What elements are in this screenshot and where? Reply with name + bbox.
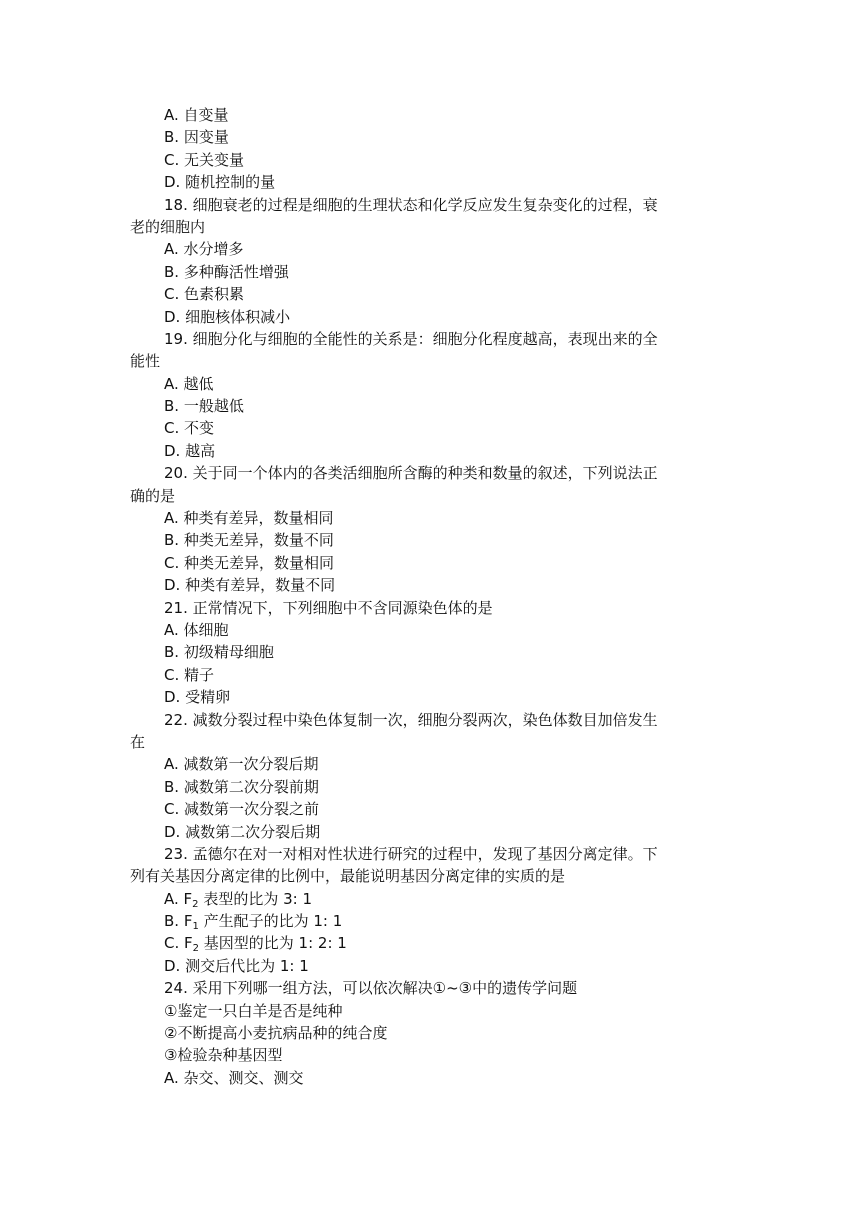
q23-stem-line2: 列有关基因分离定律的比例中，最能说明基因分离定律的实质的是	[130, 867, 566, 886]
q21-option-c: C. 精子	[164, 665, 215, 684]
q17-option-a: A. 自变量	[164, 106, 229, 124]
q18-stem-line1: 18. 细胞衰老的过程是细胞的生理状态和化学反应发生复杂变化的过程，衰	[164, 195, 658, 214]
q23-option-d: D. 测交后代比为 1: 1	[164, 956, 309, 975]
q23-option-b-prefix: B. F	[164, 912, 193, 931]
q20-option-d: D. 种类有差异，数量不同	[164, 576, 336, 595]
q19-option-c: C. 不变	[164, 419, 215, 438]
q23-option-b-text: 产生配子的比为 1: 1	[198, 912, 343, 931]
q23-option-c-text: 基因型的比为 1: 2: 1	[199, 934, 347, 953]
q24-stem: 24. 采用下列哪一组方法，可以依次解决①~③中的遗传学问题	[164, 979, 578, 998]
q18-option-a: A. 水分增多	[164, 240, 244, 259]
q22-stem-line1: 22. 减数分裂过程中染色体复制一次，细胞分裂两次，染色体数目加倍发生	[164, 710, 658, 729]
q19-option-b: B. 一般越低	[164, 397, 244, 416]
q19-stem-line2: 能性	[130, 352, 161, 371]
q20-option-a: A. 种类有差异，数量相同	[164, 509, 334, 528]
q20-option-b: B. 种类无差异，数量不同	[164, 531, 334, 550]
q23-option-a-prefix: A. F	[164, 889, 193, 908]
q19-option-a: A. 越低	[164, 374, 214, 393]
q22-stem-line2: 在	[130, 732, 146, 751]
q22-option-c: C. 减数第一次分裂之前	[164, 800, 320, 819]
q23-option-a-subscript: 2	[192, 898, 199, 910]
q23-option-c-subscript: 2	[192, 943, 200, 955]
q24-item-2: ②不断提高小麦抗病品种的纯合度	[164, 1024, 388, 1043]
q17-option-d: D. 随机控制的量	[164, 173, 276, 192]
q21-option-d: D. 受精卵	[164, 688, 231, 707]
q18-option-b: B. 多种酶活性增强	[164, 262, 289, 281]
q20-stem-line2: 确的是	[130, 486, 176, 505]
q17-option-b: B. 因变量	[164, 128, 229, 147]
q21-option-a: A. 体细胞	[164, 620, 229, 639]
question-list	[130, 104, 730, 1089]
q23-option-b	[130, 910, 730, 932]
q23-option-c	[130, 932, 730, 954]
q22-option-d: D. 减数第二次分裂后期	[164, 822, 321, 841]
q20-option-c: C. 种类无差异，数量相同	[164, 553, 335, 572]
q24-option-a: A. 杂交、测交、测交	[164, 1068, 304, 1087]
q23-option-a	[130, 888, 730, 910]
q23-stem-line1: 23. 孟德尔在对一对相对性状进行研究的过程中，发现了基因分离定律。下	[164, 844, 658, 863]
q23-option-c-prefix: C. F	[164, 934, 193, 953]
q18-option-c: C. 色素积累	[164, 285, 245, 304]
q17-option-c: C. 无关变量	[164, 150, 245, 169]
q23-option-a-text: 表型的比为 3: 1	[198, 889, 312, 908]
q22-option-a: A. 减数第一次分裂后期	[164, 755, 319, 774]
q23-option-b-subscript: 1	[192, 921, 199, 933]
q24-item-3: ③检验杂种基因型	[164, 1046, 283, 1065]
q20-stem-line1: 20. 关于同一个体内的各类活细胞所含酶的种类和数量的叙述，下列说法正	[164, 464, 658, 483]
q19-stem-line1: 19. 细胞分化与细胞的全能性的关系是：细胞分化程度越高，表现出来的全	[164, 329, 658, 348]
q21-stem: 21. 正常情况下，下列细胞中不含同源染色体的是	[164, 598, 493, 617]
q21-option-b: B. 初级精母细胞	[164, 643, 274, 662]
q18-stem-line2: 老的细胞内	[130, 217, 206, 236]
q18-option-d: D. 细胞核体积减小	[164, 307, 291, 326]
q19-option-d: D. 越高	[164, 441, 216, 460]
q22-option-b: B. 减数第二次分裂前期	[164, 777, 319, 796]
q24-item-1: ①鉴定一只白羊是否是纯种	[164, 1001, 343, 1020]
